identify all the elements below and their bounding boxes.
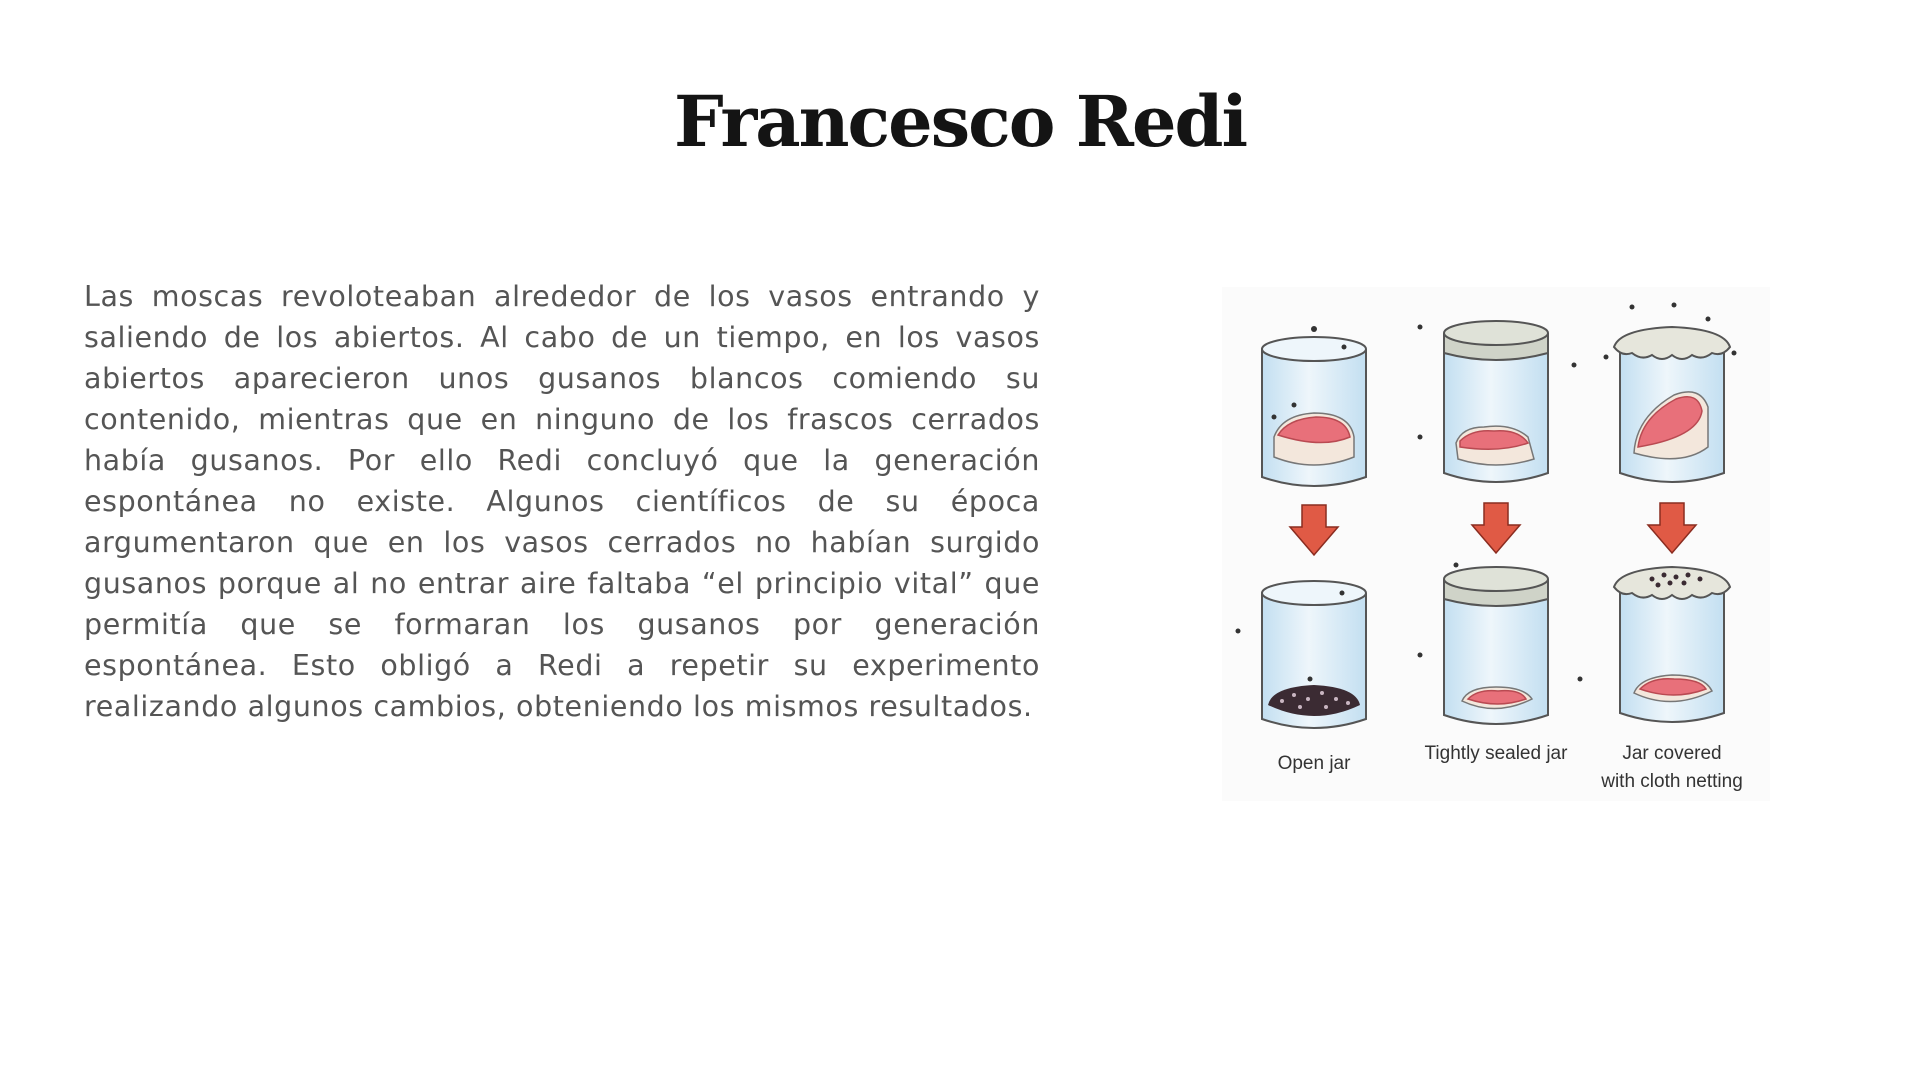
covered-jar-after — [1614, 567, 1730, 722]
caption-sealed-jar: Tightly sealed jar — [1424, 743, 1568, 764]
redi-experiment-svg — [1222, 287, 1770, 801]
sealed-jar-before — [1444, 321, 1548, 482]
body-paragraph: Las moscas revoloteaban alrededor de los vasos entrando y saliendo de los abiertos. Al cabo de un tiempo, en los vasos abiertos aparecieron unos gusanos blancos comiendo su contenido, mientras que en ninguno de los frascos cerrados había gusanos. Por ello Redi concluyó que la generación espontánea no existe. Algunos científicos de su época argumentaron que en los vasos cerrados no habían surgido gusanos porque al no entrar aire faltaba “el principio vital” que permitía que se formaran los gusanos por generación espontánea. Esto obligó a Redi a repetir su experimento realizando algunos cambios, obteniendo los mismos resultados. — [84, 280, 1040, 723]
redi-experiment-illustration — [1222, 287, 1770, 801]
open-jar-before — [1262, 337, 1366, 486]
sealed-jar-after — [1444, 567, 1548, 724]
arrows — [1290, 503, 1696, 555]
arrow-down-icon — [1472, 503, 1520, 553]
open-jar-after — [1262, 581, 1366, 728]
covered-jar-before — [1614, 327, 1730, 482]
slide-title: Francesco Redi — [673, 80, 1247, 163]
caption-open-jar: Open jar — [1277, 753, 1351, 774]
caption-covered-jar-line1: Jar covered — [1622, 743, 1722, 764]
arrow-down-icon — [1648, 503, 1696, 553]
arrow-down-icon — [1290, 505, 1338, 555]
caption-covered-jar-line2: with cloth netting — [1601, 771, 1743, 792]
